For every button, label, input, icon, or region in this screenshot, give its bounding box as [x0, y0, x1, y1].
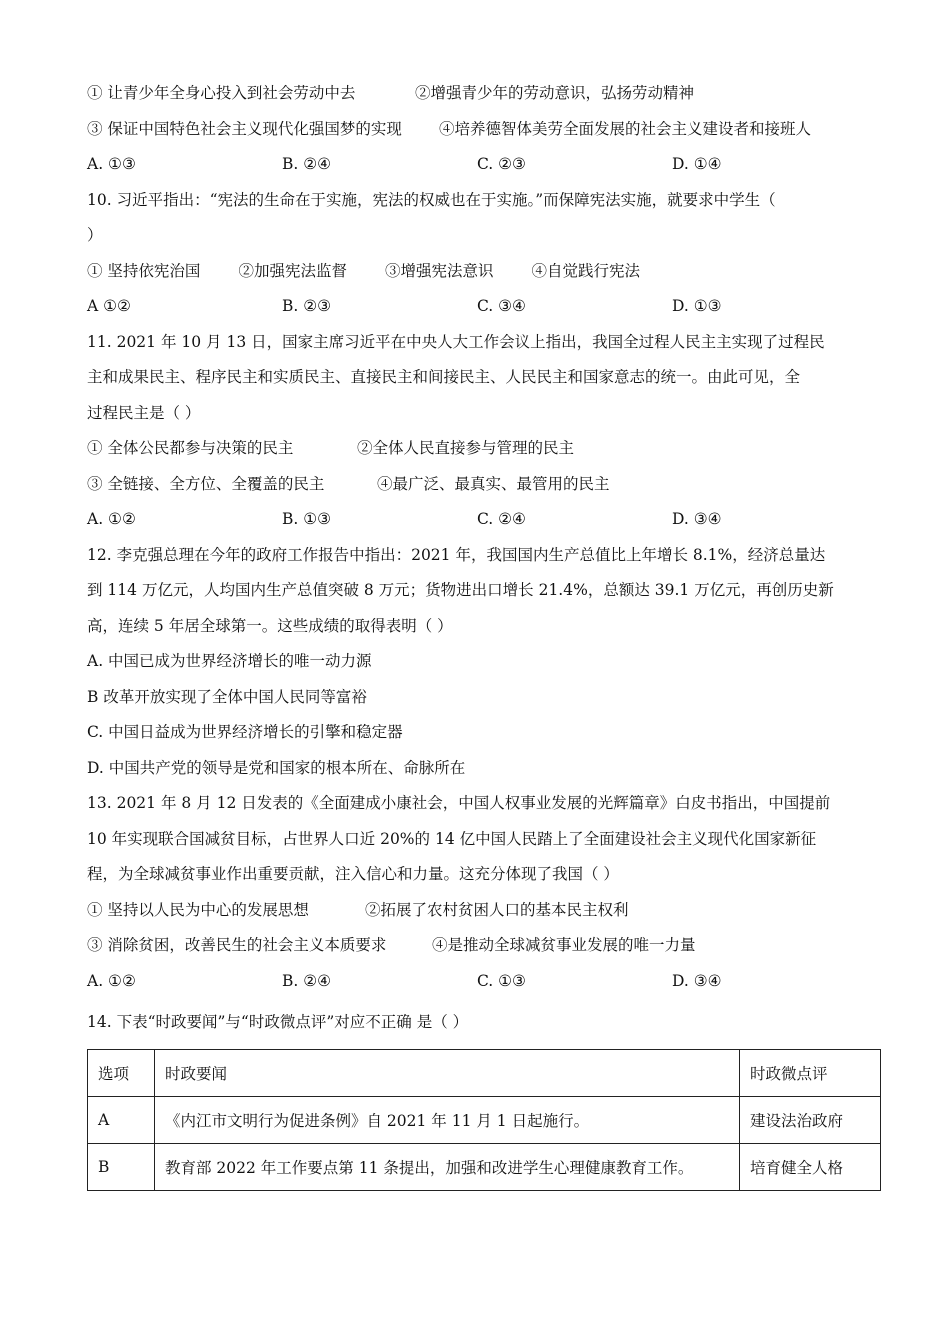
q12-stem-line-1: 12. 李克强总理在今年的政府工作报告中指出：2021 年，我国国内生产总值比上年增长 8.1%，经济总量达 — [87, 545, 826, 564]
q13-statement-1: ① 坚持以人民为中心的发展思想 — [87, 900, 309, 919]
q9-statement-2: ②增强青少年的劳动意识，弘扬劳动精神 — [415, 84, 695, 102]
table-header-row — [88, 1049, 881, 1096]
q11-option-b[interactable]: B. ①③ — [282, 510, 332, 528]
table-row — [88, 1096, 881, 1143]
q11-stem-line-3: 过程民主是（ ） — [87, 403, 201, 422]
q11-statements-row-1 — [87, 431, 887, 467]
q10-statements — [87, 254, 887, 290]
q10-options — [87, 289, 887, 325]
q10-statement-2: ②加强宪法监督 — [238, 261, 347, 280]
q11-options — [87, 502, 887, 538]
q13-option-d[interactable]: D. ③④ — [672, 971, 722, 990]
q12-option-a[interactable]: A. 中国已成为世界经济增长的唯一动力源 — [87, 652, 372, 670]
q10-stem-line-1: 10. 习近平指出：“宪法的生命在于实施，宪法的权威也在于实施。”而保障宪法实施，就要求中学生（ — [87, 190, 776, 209]
q11-stem-line-1: 11. 2021 年 10 月 13 日，国家主席习近平在中央人大工作会议上指出，我国全过程人民主主实现了过程民 — [87, 332, 825, 351]
row-b-news: 教育部 2022 年工作要点第 11 条提出，加强和改进学生心理健康教育工作。 — [155, 1143, 740, 1190]
q11-option-c[interactable]: C. ②④ — [477, 510, 526, 528]
q10-option-a[interactable]: A ①② — [87, 297, 131, 315]
exam-page — [87, 76, 887, 1191]
q10-stem-line-2: ） — [87, 226, 103, 244]
q13-option-b[interactable]: B. ②④ — [282, 971, 332, 990]
q13-option-c[interactable]: C. ①③ — [477, 971, 526, 990]
q11-statements-row-2 — [87, 467, 887, 503]
q12-option-c[interactable]: C. 中国日益成为世界经济增长的引擎和稳定器 — [87, 723, 403, 741]
q13-statement-3: ③ 消除贫困，改善民生的社会主义本质要求 — [87, 936, 387, 954]
q11-statement-1: ① 全体公民都参与决策的民主 — [87, 439, 294, 457]
q13-statements-row-2 — [87, 928, 887, 964]
q9-statement-1: ① 让青少年全身心投入到社会劳动中去 — [87, 84, 356, 102]
row-a-news: 《内江市文明行为促进条例》自 2021 年 11 月 1 日起施行。 — [155, 1096, 740, 1143]
q13-statement-4: ④是推动全球减贫事业发展的唯一力量 — [432, 936, 696, 954]
q10-option-b[interactable]: B. ②③ — [282, 297, 332, 315]
q9-option-a[interactable]: A. ①③ — [87, 155, 136, 173]
row-a-comment: 建设法治政府 — [740, 1096, 881, 1143]
q10-statement-1: ① 坚持依宪治国 — [87, 261, 201, 280]
q11-stem-line-2: 主和成果民主、程序民主和实质民主、直接民主和间接民主、人民民主和国家意志的统一。由此可见，全 — [87, 368, 801, 386]
row-b-option: B — [88, 1143, 155, 1190]
q12-stem-line-2: 到 114 万亿元，人均国内生产总值突破 8 万元；货物进出口增长 21.4%，总额达 39.1 万亿元，再创历史新 — [87, 581, 834, 599]
header-option: 选项 — [88, 1049, 155, 1096]
news-table — [87, 1049, 881, 1191]
q9-option-d[interactable]: D. ①④ — [672, 155, 722, 173]
q12-stem-line-3: 高，连续 5 年居全球第一。这些成绩的取得表明（ ） — [87, 616, 453, 635]
row-a-option: A — [88, 1096, 155, 1143]
q9-option-b[interactable]: B. ②④ — [282, 155, 332, 173]
q11-statement-4: ④最广泛、最真实、最管用的民主 — [377, 474, 610, 493]
q11-statement-3: ③ 全链接、全方位、全覆盖的民主 — [87, 474, 325, 493]
q11-option-a[interactable]: A. ①② — [87, 510, 136, 528]
q13-stem-line-1: 13. 2021 年 8 月 12 日发表的《全面建成小康社会，中国人权事业发展的光辉篇章》白皮书指出，中国提前 — [87, 794, 831, 812]
q11-statement-2: ②全体人民直接参与管理的民主 — [357, 439, 575, 457]
table-row — [88, 1143, 881, 1190]
q10-option-c[interactable]: C. ③④ — [477, 297, 526, 315]
q9-statement-4: ④培养德智体美劳全面发展的社会主义建设者和接班人 — [439, 119, 812, 138]
q13-stem-line-2: 10 年实现联合国减贫目标，占世界人口近 20%的 14 亿中国人民踏上了全面建设社会主义现代化国家新征 — [87, 829, 817, 848]
q13-option-a[interactable]: A. ①② — [87, 971, 136, 990]
q12-option-d[interactable]: D. 中国共产党的领导是党和国家的根本所在、命脉所在 — [87, 758, 466, 777]
q9-option-c[interactable]: C. ②③ — [477, 155, 526, 173]
q13-stem-line-3: 程，为全球减贫事业作出重要贡献，注入信心和力量。这充分体现了我国（ ） — [87, 865, 619, 883]
header-news: 时政要闻 — [155, 1049, 740, 1096]
q9-options — [87, 147, 887, 183]
q10-statement-3: ③增强宪法意识 — [384, 261, 494, 280]
row-b-comment: 培育健全人格 — [740, 1143, 881, 1190]
header-comment: 时政微点评 — [740, 1049, 881, 1096]
q9-statement-3: ③ 保证中国特色社会主义现代化强国梦的实现 — [87, 119, 402, 138]
q13-options — [87, 964, 887, 1000]
q14-stem: 14. 下表“时政要闻”与“时政微点评”对应不正确 是（ ） — [87, 1013, 469, 1031]
q13-statements-row-1 — [87, 893, 887, 929]
q9-statements-row-1 — [87, 76, 887, 112]
q11-option-d[interactable]: D. ③④ — [672, 510, 722, 528]
q12-option-b[interactable]: B 改革开放实现了全体中国人民同等富裕 — [87, 687, 367, 706]
q10-statement-4: ④自觉践行宪法 — [531, 261, 640, 280]
q10-option-d[interactable]: D. ①③ — [672, 297, 722, 315]
q13-statement-2: ②拓展了农村贫困人口的基本民主权利 — [365, 900, 629, 919]
q9-statements-row-2 — [87, 112, 887, 148]
